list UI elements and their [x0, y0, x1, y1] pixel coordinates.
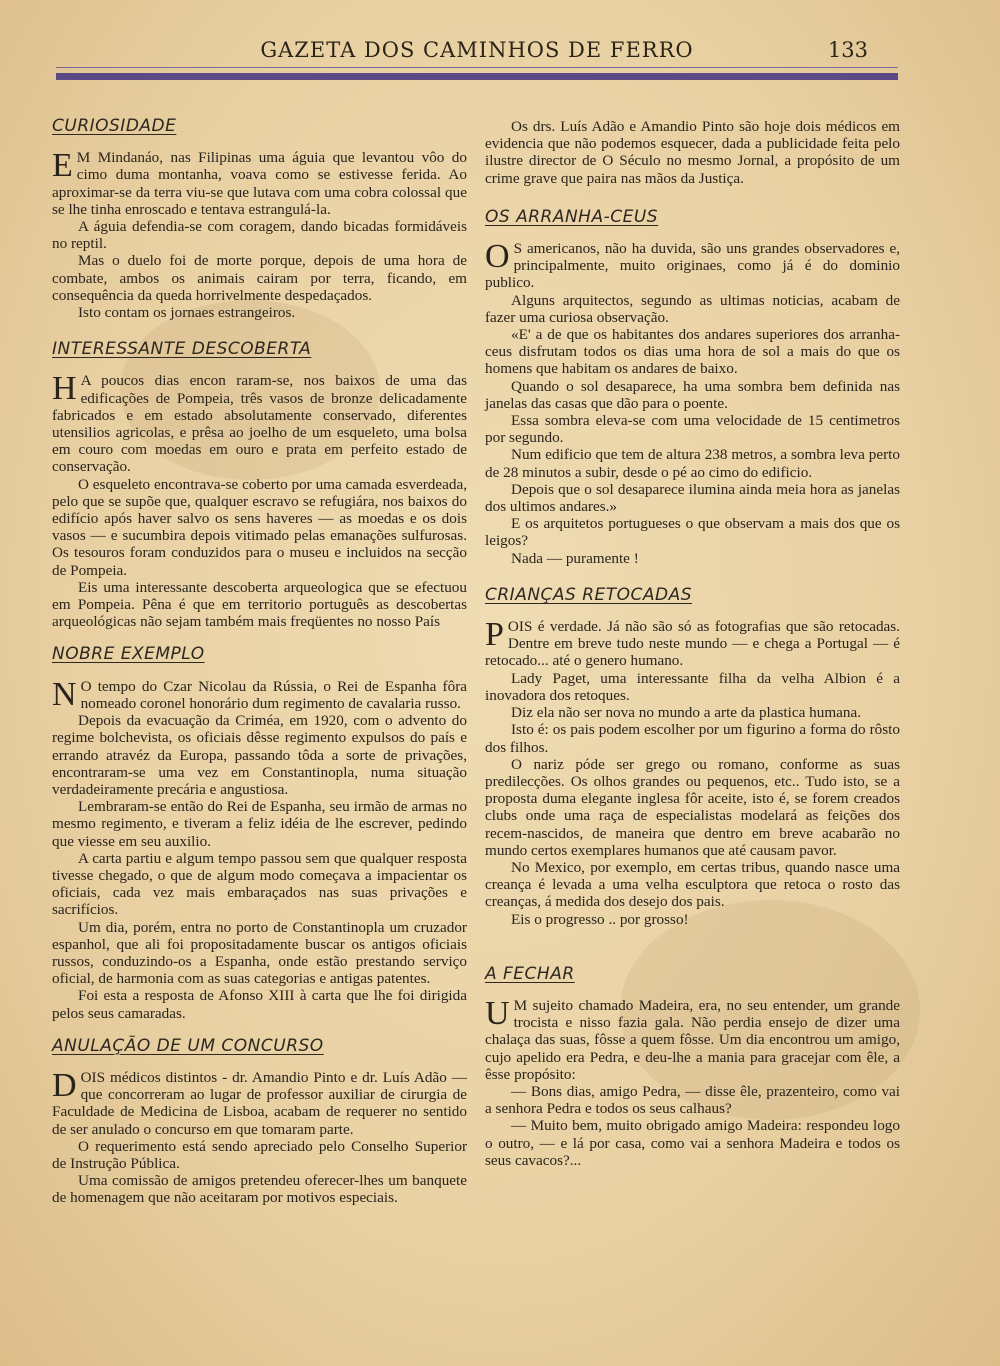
- article-paragraph: [52, 476, 467, 579]
- article-paragraph: [485, 240, 900, 292]
- article-paragraph: [52, 579, 467, 631]
- article-paragraph: [485, 326, 900, 378]
- article-heading: A FECHAR: [485, 963, 575, 984]
- article: [485, 963, 900, 1169]
- article-paragraph: [52, 850, 467, 919]
- article-paragraph: [485, 670, 900, 704]
- article-paragraph: [485, 1083, 900, 1117]
- article: [52, 646, 467, 1021]
- paragraph-text: — Muito bem, muito obrigado amigo Madeira: respondeu logo o outro, — e lá por casa, como vai a senhora Madeira e todos os seus cavacos?...: [485, 1117, 900, 1169]
- article: [52, 118, 467, 321]
- paragraph-text: OIS médicos distintos - dr. Amandio Pinto e dr. Luís Adão — que concorreram ao lugar de professor auxiliar de cirurgia de Faculdade de Medicina de Lisboa, acabam de requerer no sentido de ser anulado o concurso em que tomaram parte.: [52, 1068, 467, 1138]
- paragraph-text: Lembraram-se então do Rei de Espanha, seu irmão de armas no mesmo regimento, e tiveram a feliz idéia de lhe escrever, pedindo que viesse em seu auxilio.: [52, 798, 467, 850]
- publication-title: GAZETA DOS CAMINHOS DE FERRO: [260, 38, 694, 62]
- paragraph-text: Eis uma interessante descoberta arqueologica que se efectuou em Pompeia. Pêna é que em territorio português as descobertas arqueológicas não sejam também mais freqüentes no nosso País: [52, 578, 467, 631]
- paragraph-text: Nada — puramente !: [511, 549, 639, 567]
- article-paragraph: [52, 252, 467, 304]
- article-heading: INTERESSANTE DESCOBERTA: [52, 339, 312, 360]
- paragraph-text: «E' a de que os habitantes dos andares superiores dos arranha-ceus disfrutam todos os dias uma hora de sol a mais do que os homens que habitam os andares de baixo.: [485, 326, 900, 378]
- article-paragraph: [52, 149, 467, 218]
- article-heading: CURIOSIDADE: [52, 116, 177, 136]
- paragraph-text: Num edificio que tem de altura 238 metros, a sombra leva perto de 28 minutos a subir, desde o pé ao cimo do edificio.: [485, 446, 900, 481]
- article-paragraph: [52, 1172, 467, 1206]
- article-paragraph: [485, 515, 900, 549]
- article-paragraph: [485, 118, 900, 187]
- paragraph-text: A águia defendia-se com coragem, dando bicadas formidáveis no reptil.: [52, 218, 467, 253]
- paragraph-text: Um dia, porém, entra no porto de Constantinopla um cruzador espanhol, que ali foi propositadamente buscar os antigos oficiais russos, conduzindo-os a Espanha, onde estão prestando serviço oficial, de harmonia com as suas categorias e antigas patentes.: [52, 918, 467, 988]
- paragraph-text: Isto é: os pais podem escolher por um figurino a forma do rôsto dos filhos.: [485, 721, 900, 756]
- drop-cap: N: [52, 675, 77, 713]
- paragraph-text: A carta partiu e algum tempo passou sem que qualquer resposta tivesse chegado, o que de algum modo começava a impacientar os oficiais, cada vez mais embaraçados nas suas privações e sacrifícios.: [52, 849, 467, 919]
- page-number: 133: [827, 38, 868, 62]
- article-paragraph: [52, 675, 467, 713]
- paragraph-text: Os drs. Luís Adão e Amandio Pinto são hoje dois médicos em evidencia que não podemos esquecer, dada a publicidade feita pelo ilustre director de O Século no mesmo Jornal, a propósito de um crime grave que paira nas mãos da Justiça.: [485, 118, 900, 187]
- drop-cap: P: [485, 616, 504, 654]
- paragraph-text: M sujeito chamado Madeira, era, no seu entender, um grande trocista e nisso fazia gala. Não perdia ensejo de dizer uma chalaça das suas, fôsse a quem fôsse. Um dia encontrou um amigo, cujo apelido era Pedra, e deu-lhe a mania para gracejar com êle, a êsse propósito:: [485, 996, 900, 1083]
- article-paragraph: [485, 378, 900, 412]
- paragraph-text: Essa sombra eleva-se com uma velocidade de 15 centimetros por segundo.: [485, 412, 900, 447]
- article-paragraph: [52, 798, 467, 850]
- paragraph-text: Diz ela não ser nova no mundo a arte da plastica humana.: [511, 704, 862, 722]
- article-paragraph: [485, 550, 900, 567]
- article-paragraph: [52, 987, 467, 1021]
- article-paragraph: [485, 994, 900, 1083]
- paragraph-text: OIS é verdade. Já não são só as fotografias que são retocadas. Dentre em breve tudo neste mundo — e chega a Portugal — é retocado... até o genero humano.: [485, 618, 900, 670]
- article: [52, 341, 467, 630]
- article-paragraph: [52, 919, 467, 988]
- paragraph-text: Depois da evacuação da Criméa, em 1920, com o advento do regime bolchevista, os oficiais dêsse regimento expulsos do país e errando atravéz da Europa, passando tôda a sorte de privações, encontraram-se uma vez em Constantinopla, numa situação verdadeiramente precária e angustiosa.: [52, 712, 467, 798]
- page-header: [56, 38, 898, 68]
- paragraph-text: O tempo do Czar Nicolau da Rússia, o Rei de Espanha fôra nomeado coronel honorário dum regimento de cavalaria russo.: [80, 677, 467, 712]
- article: [485, 118, 900, 187]
- article-heading: CRIANÇAS RETOCADAS: [485, 584, 693, 605]
- article: [485, 584, 900, 928]
- right-column: [485, 118, 900, 1169]
- left-column: [52, 118, 467, 1207]
- article: [52, 1035, 467, 1207]
- paragraph-text: Isto contam os jornaes estrangeiros.: [78, 304, 296, 322]
- article-paragraph: [485, 481, 900, 515]
- article-paragraph: [52, 1138, 467, 1172]
- drop-cap: O: [485, 238, 510, 276]
- paragraph-text: Eis o progresso .. por grosso!: [511, 910, 689, 928]
- article-paragraph: [52, 304, 467, 321]
- paragraph-text: A poucos dias encon raram-se, nos baixos de uma das edificações de Pompeia, três vasos de bronze delicadamente fabricados e em estado absolutamente conservado, diferentes utensilios agricolas, e prêsa ao joelho de um esqueleto, uma bolsa em couro com moedas em ouro e prata em perfeito estado de conservação.: [52, 372, 467, 476]
- paragraph-text: — Bons dias, amigo Pedra, — disse êle, prazenteiro, como vai a senhora Pedra e todos os seus calhaus?: [485, 1082, 900, 1118]
- article-heading: OS ARRANHA-CEUS: [485, 206, 659, 227]
- drop-cap: D: [52, 1066, 77, 1104]
- paragraph-text: No Mexico, por exemplo, em certas tribus, quando nasce uma creança é levada a uma velha esculptora que retoca o rosto das creanças, á medida dos desejo dos pais.: [485, 858, 900, 911]
- paragraph-text: Quando o sol desaparece, ha uma sombra bem definida nas janelas das casas que dão para o poente.: [485, 377, 900, 412]
- article-paragraph: [52, 712, 467, 798]
- drop-cap: U: [485, 994, 510, 1032]
- article-paragraph: [485, 911, 900, 928]
- paragraph-text: O esqueleto encontrava-se coberto por uma camada esverdeada, pelo que se supõe que, qualquer escravo se refugiára, nos baixos do edifício após haver salvo os sens haveres — as moedas e os dois vasos — e sucumbira depois vitimado pelas emanações sulfurosas. Os tesouros foram conduzidos para o museu e incluidos na secção de Pompeia.: [52, 475, 467, 579]
- article-heading: ANULAÇÃO DE UM CONCURSO: [52, 1035, 324, 1056]
- article-paragraph: [485, 446, 900, 480]
- article-heading: NOBRE EXEMPLO: [52, 644, 205, 665]
- paragraph-text: O nariz póde ser grego ou romano, conforme as suas predilecções. Os olhos grandes ou pequenos, etc.. Tudo isto, se a proposta duma elegante inglesa fôr aceite, isto é, se forem creados clubs onde uma raça de especialistas modelará as feições dos recem-nascidos, de maneira que dentro em breve acabarão no mundo certos exemplares humanos que até causam pavor.: [485, 755, 900, 859]
- article: [485, 206, 900, 567]
- header-rule: [56, 73, 898, 80]
- paragraph-text: Depois que o sol desaparece ilumina ainda meia hora as janelas dos ultimos andares.»: [485, 480, 900, 516]
- article-paragraph: [485, 412, 900, 446]
- article-paragraph: [485, 721, 900, 755]
- article-paragraph: [485, 618, 900, 670]
- paragraph-text: O requerimento está sendo apreciado pelo Conselho Superior de Instrução Pública.: [52, 1137, 467, 1172]
- paragraph-text: S americanos, não ha duvida, são uns grandes observadores e, principalmente, muito originaes, como já é do dominio publico.: [485, 240, 900, 292]
- paragraph-text: Foi esta a resposta de Afonso XIII à carta que lhe foi dirigida pelos seus camaradas.: [52, 987, 467, 1022]
- paragraph-text: M Mindanáo, nas Filipinas uma águia que levantou vôo do cimo duma montanha, voava como se estivesse ferida. Ao aproximar-se da terra viu-se que lutava com uma cobra colossal que se lhe tinha enroscado e tentava estrangulá-la.: [52, 149, 467, 218]
- article-paragraph: [52, 1066, 467, 1138]
- article-paragraph: [485, 859, 900, 911]
- paragraph-text: Mas o duelo foi de morte porque, depois de uma hora de combate, ambos os animais cairam por terra, ficando, em consequência da queda horrivelmente despedaçados.: [52, 252, 467, 304]
- article-paragraph: [485, 756, 900, 859]
- article-paragraph: [485, 292, 900, 326]
- drop-cap: E: [52, 147, 73, 185]
- paragraph-text: Alguns arquitectos, segundo as ultimas noticias, acabam de fazer uma curiosa observação.: [485, 291, 900, 326]
- article-paragraph: [485, 704, 900, 721]
- article-paragraph: [485, 1117, 900, 1169]
- paragraph-text: Lady Paget, uma interessante filha da velha Albion é a inovadora dos retoques.: [485, 669, 900, 704]
- paragraph-text: E os arquitetos portugueses o que observam a mais dos que os leigos?: [485, 515, 900, 550]
- drop-cap: H: [52, 370, 77, 408]
- article-paragraph: [52, 372, 467, 475]
- header-thin-rule: [56, 67, 898, 68]
- paragraph-text: Uma comissão de amigos pretendeu oferecer-lhes um banquete de homenagem que não aceitaram por motivos especiais.: [52, 1172, 467, 1207]
- article-paragraph: [52, 218, 467, 252]
